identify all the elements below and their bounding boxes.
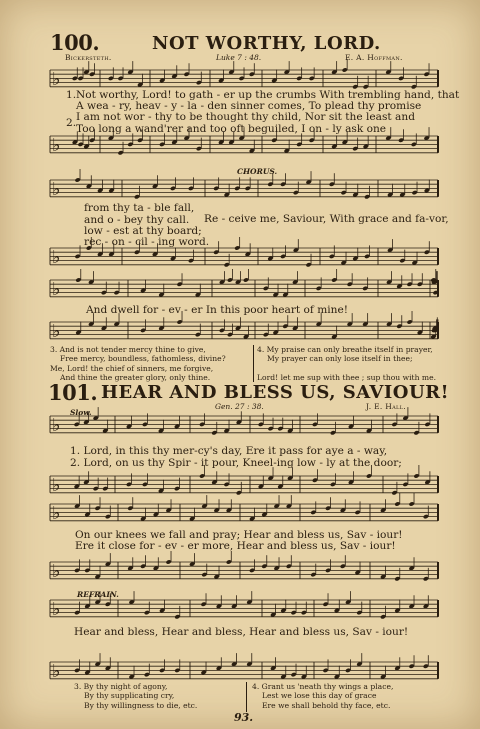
stanza-line: Free mercy, boundless, fathomless, divine? <box>60 354 226 364</box>
chorus-refrain-line: Re - ceive me, Saviour, With grace and fa-vor, <box>204 213 449 225</box>
stanza-line: 3. By thy night of agony, <box>74 682 168 691</box>
stanza-line: By thy supplicating cry, <box>84 691 175 701</box>
stanza-line: 4. My praise can only breathe itself in prayer, <box>257 345 433 354</box>
svg-text:♭: ♭ <box>52 475 61 496</box>
svg-text:♭: ♭ <box>52 321 61 342</box>
stanza-line: And thine the greater glory, only thine. <box>60 372 211 382</box>
stanza-line: 4. Grant us 'neath thy wings a place, <box>252 682 394 691</box>
stanza-line: Lord! let me sup with thee ; sup thou with me. <box>257 372 437 382</box>
lyric-line: 1. Lord, in this thy mer-cy's day, Ere it pass for aye a - way, <box>70 445 388 457</box>
chorus-lyric-line: and o - bey thy call. <box>84 214 190 226</box>
verse-number: 2. <box>66 117 77 129</box>
chorus-lyric-line: low - est at thy board; <box>84 225 202 237</box>
hymn-number: 101. <box>48 380 98 405</box>
svg-text:♭: ♭ <box>52 69 61 90</box>
lyric-line: Not worthy, Lord! to gath - er up the crumbs With trembling hand, that <box>76 89 460 101</box>
final-lyric-line: And dwell for - ev - er In this poor heart of mine! <box>86 304 348 316</box>
svg-text:♭: ♭ <box>52 561 61 582</box>
svg-text:♭: ♭ <box>52 279 61 300</box>
lyric-line: 2. Lord, on us thy Spir - it pour, Kneel-ing low - ly at the door; <box>70 457 402 469</box>
hymn-number: 100. <box>50 30 100 55</box>
music-staff-system-6 <box>0 596 480 686</box>
stanza-line: Ere we shall behold thy face, etc. <box>262 700 391 710</box>
chorus-lyric-line: from thy ta - ble fall, <box>84 202 195 214</box>
stanza-line: By thy willingness to die, etc. <box>84 700 198 710</box>
stanza-line: 3. And is not tender mercy thine to give, <box>50 345 206 354</box>
stanza-4 <box>257 345 436 382</box>
svg-text:♭: ♭ <box>52 599 61 620</box>
stanza-4 <box>252 682 393 710</box>
stanza-3 <box>50 345 226 382</box>
stanza-3 <box>74 682 197 710</box>
stanza-line: Me, Lord! the chief of sinners, me forgive, <box>50 363 214 373</box>
lyric-line: On our knees we fall and pray; Hear and bless us, Sav - iour! <box>75 529 403 541</box>
composer-credit: J. E. Hall. <box>366 402 406 411</box>
lyricist-credit: Bickersteth. <box>65 53 112 62</box>
scripture-reference: Luke 7 : 48. <box>216 53 262 62</box>
lyric-line: A wea - ry, heav - y - la - den sinner comes, To plead thy promise <box>76 100 422 112</box>
composer-credit: E. A. Hoffman. <box>345 53 403 62</box>
lyric-line: Ere it close for - ev - er more, Hear and bless us, Sav - iour! <box>75 540 396 552</box>
hymn-title: HEAR AND BLESS US, SAVIOUR! <box>101 382 450 403</box>
music-staff-system-2 <box>0 176 480 276</box>
scripture-reference: Gen. 27 : 38. <box>215 402 264 411</box>
lyric-line: Too long a wand'rer and too oft beguiled, I on - ly ask one <box>76 123 387 135</box>
tempo-marking: Slow. <box>70 408 92 417</box>
page-number: 93. <box>234 711 254 724</box>
svg-text:♭: ♭ <box>52 661 61 682</box>
svg-text:♭: ♭ <box>52 247 61 268</box>
stanza-line: Lest we lose this day of grace <box>262 691 377 701</box>
lyric-line: I am not wor - thy to be thought thy child, Nor sit the least and <box>76 111 415 123</box>
chorus-label: CHORUS. <box>237 167 278 176</box>
stanza-divider <box>246 682 247 712</box>
svg-text:♭: ♭ <box>52 135 61 156</box>
refrain-lyric-line: Hear and bless, Hear and bless, Hear and bless us, Sav - iour! <box>74 626 409 638</box>
stanza-line: My prayer can only lose itself in thee; <box>267 354 413 364</box>
refrain-label: REFRAIN. <box>77 590 119 599</box>
verse-number: 1. <box>66 89 77 101</box>
svg-text:♭: ♭ <box>52 503 61 524</box>
chorus-lyric-line: rec - on - cil - ing word. <box>84 236 210 248</box>
svg-text:♭: ♭ <box>52 179 61 200</box>
svg-text:♭: ♭ <box>52 415 61 436</box>
stanza-divider <box>253 345 254 382</box>
hymn-title: NOT WORTHY, LORD. <box>152 33 381 54</box>
